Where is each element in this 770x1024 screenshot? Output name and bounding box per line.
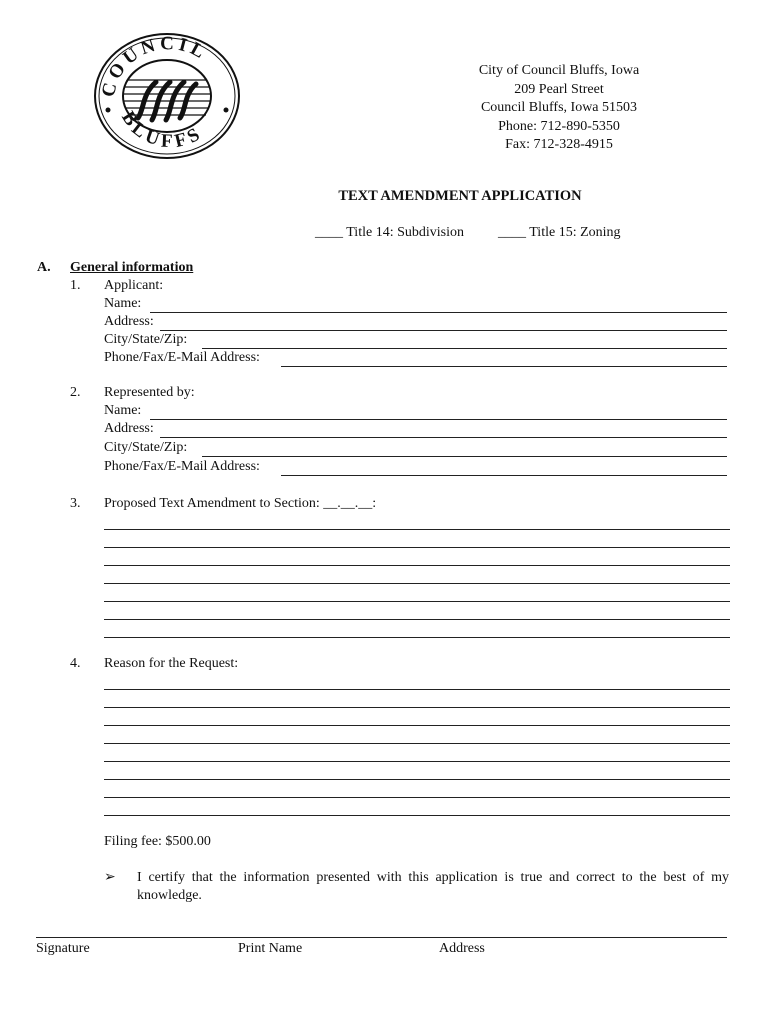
phone-number: Phone: 712-890-5350	[498, 118, 620, 134]
amendment-line[interactable]	[104, 601, 730, 602]
option-label: Title 15: Zoning	[529, 225, 621, 240]
svg-text:COUNCIL	[98, 33, 212, 99]
applicant-name-field[interactable]	[150, 312, 727, 313]
reason-line[interactable]	[104, 797, 730, 798]
logo-top-text: COUNCIL	[97, 33, 212, 100]
amendment-line[interactable]	[104, 583, 730, 584]
rep-address-label: Address:	[104, 421, 154, 436]
rep-address-field[interactable]	[160, 437, 727, 438]
address-label: Address	[439, 941, 485, 956]
amendment-line[interactable]	[104, 619, 730, 620]
rep-name-label: Name:	[104, 403, 142, 418]
amendment-line[interactable]	[104, 529, 730, 530]
council-bluffs-logo	[92, 32, 242, 160]
logo-bottom-text: BLUFFS	[117, 107, 207, 153]
rep-city-field[interactable]	[202, 456, 727, 457]
item-number: 4.	[70, 656, 81, 671]
reason-line[interactable]	[104, 725, 730, 726]
applicant-contact-label: Phone/Fax/E-Mail Address:	[104, 350, 260, 365]
applicant-name-label: Name:	[104, 296, 142, 311]
certification-statement: I certify that the information presented with this application is true and correct to the best of my knowledge.	[137, 870, 729, 903]
applicant-heading: Applicant:	[104, 278, 164, 293]
rep-contact-field[interactable]	[281, 475, 727, 476]
reason-line[interactable]	[104, 743, 730, 744]
signature-label: Signature	[36, 941, 90, 956]
amendment-line[interactable]	[104, 565, 730, 566]
item-number: 2.	[70, 385, 81, 400]
reason-line[interactable]	[104, 707, 730, 708]
city-address-block	[430, 62, 688, 155]
rep-name-field[interactable]	[150, 419, 727, 420]
signature-line[interactable]	[36, 937, 727, 938]
applicant-city-label: City/State/Zip:	[104, 332, 188, 347]
option-title-14[interactable]	[315, 225, 464, 241]
applicant-address-field[interactable]	[160, 330, 727, 331]
section-heading: General information	[70, 260, 194, 275]
item-number: 3.	[70, 496, 81, 511]
reason-line[interactable]	[104, 779, 730, 780]
reason-line[interactable]	[104, 689, 730, 690]
item-number: 1.	[70, 278, 81, 293]
form-title: TEXT AMENDMENT APPLICATION	[338, 188, 582, 204]
reason-line[interactable]	[104, 761, 730, 762]
street-address: 209 Pearl Street	[514, 81, 604, 97]
fax-number: Fax: 712-328-4915	[505, 137, 613, 152]
arrow-bullet-icon: ➢	[104, 870, 116, 885]
represented-heading: Represented by:	[104, 385, 195, 400]
print-name-label: Print Name	[238, 941, 303, 956]
proposed-amendment-label: Proposed Text Amendment to Section: __.__.__:	[104, 496, 377, 511]
reason-label: Reason for the Request:	[104, 656, 239, 671]
amendment-line[interactable]	[104, 547, 730, 548]
rep-contact-label: Phone/Fax/E-Mail Address:	[104, 459, 260, 474]
filing-fee: Filing fee: $500.00	[104, 834, 211, 849]
option-blank: ____	[315, 225, 343, 240]
option-title-15[interactable]	[498, 225, 621, 241]
option-blank: ____	[498, 225, 526, 240]
reason-line[interactable]	[104, 815, 730, 816]
city-name: City of Council Bluffs, Iowa	[478, 63, 640, 78]
city-state-zip: Council Bluffs, Iowa 51503	[480, 100, 638, 115]
applicant-city-field[interactable]	[202, 348, 727, 349]
section-letter: A.	[37, 260, 51, 275]
amendment-line[interactable]	[104, 637, 730, 638]
applicant-address-label: Address:	[104, 314, 154, 329]
option-label: Title 14: Subdivision	[346, 225, 464, 240]
rep-city-label: City/State/Zip:	[104, 440, 188, 455]
applicant-contact-field[interactable]	[281, 366, 727, 367]
